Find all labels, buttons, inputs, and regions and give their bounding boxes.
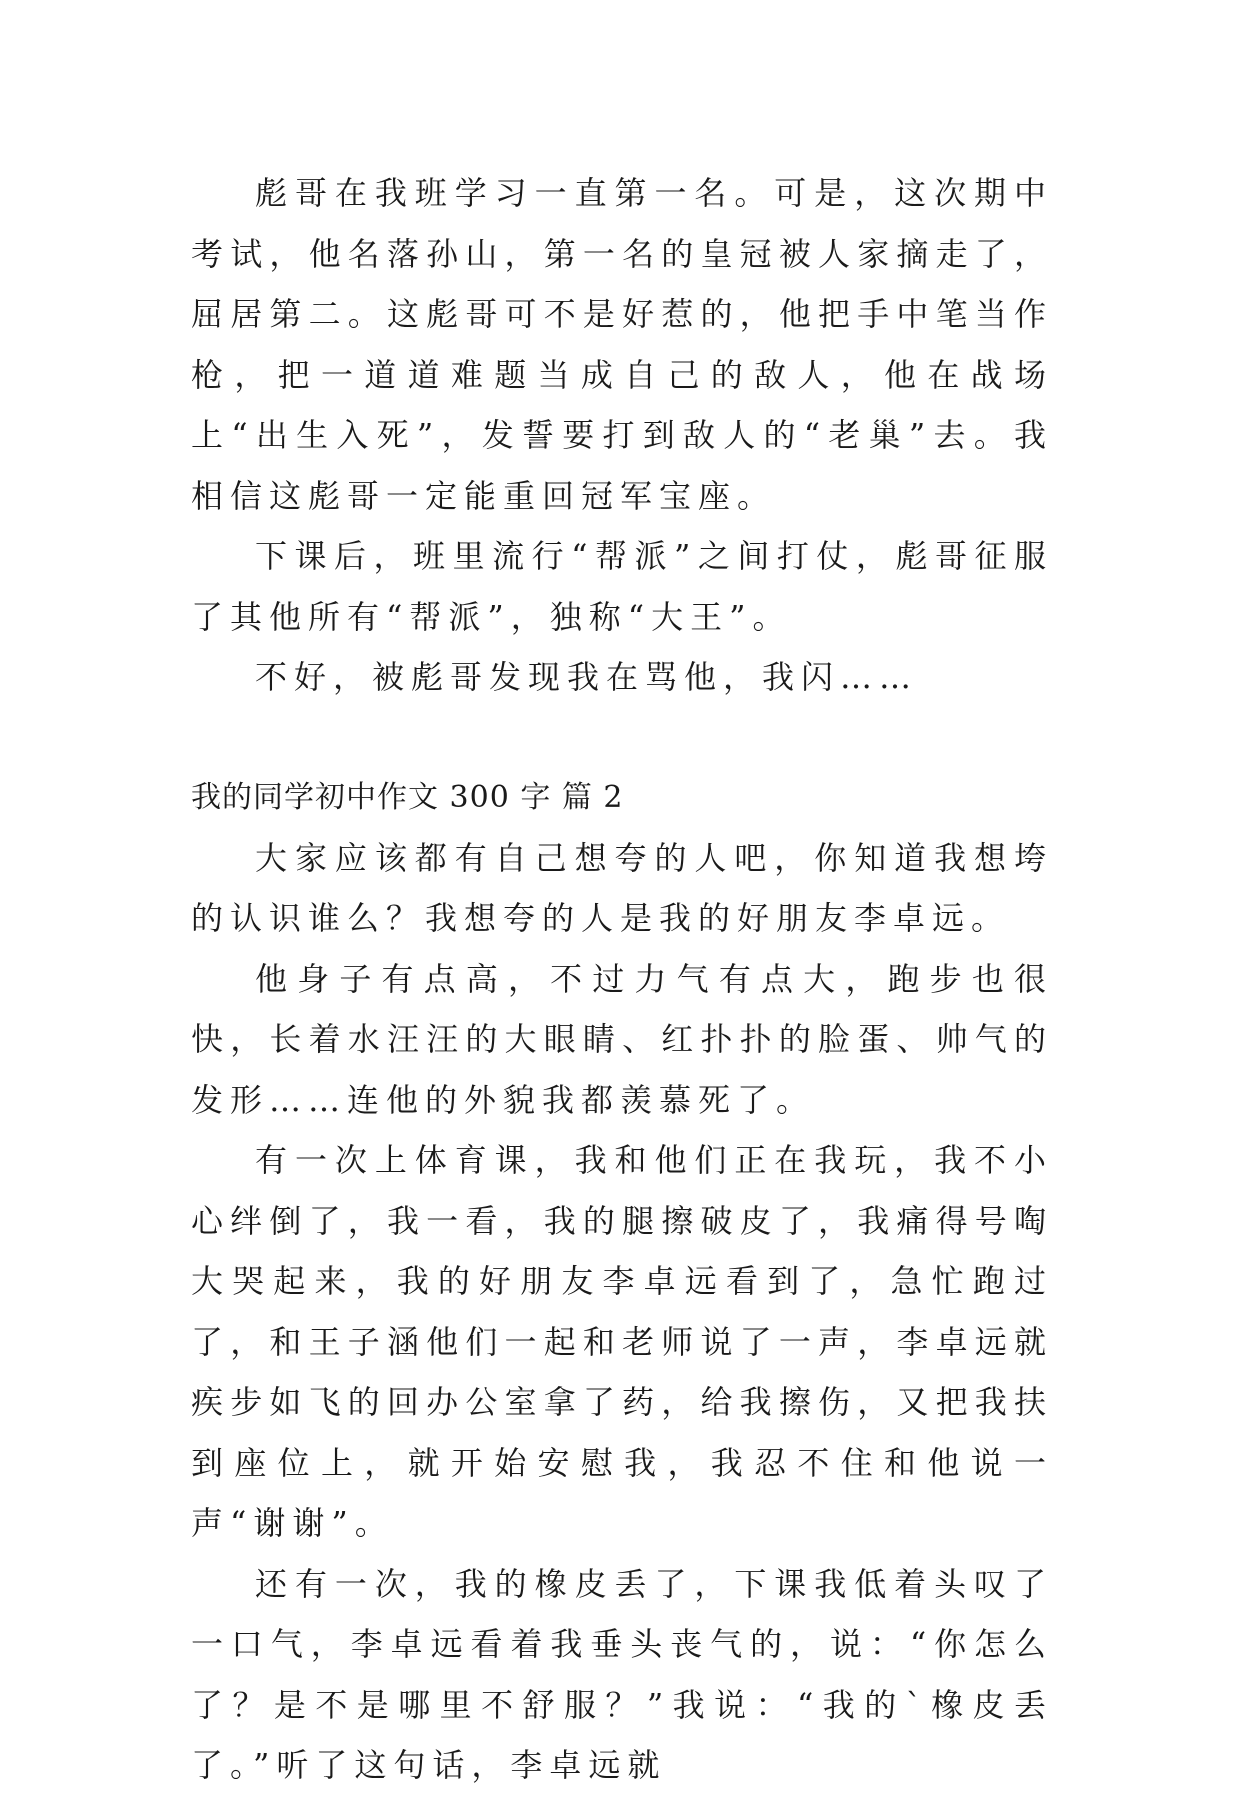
document-body	[191, 163, 1053, 1796]
paragraph: 下课后，班里流行“帮派”之间打仗，彪哥征服了其他所有“帮派”，独称“大王”。	[191, 537, 1053, 636]
paragraph: 彪哥在我班学习一直第一名。可是，这次期中考试，他名落孙山，第一名的皇冠被人家摘走了，屈居第二。这彪哥可不是好惹的，他把手中笔当作枪，把一道道难题当成自己的敌人，他在战场上“出生入死”，发誓要打到敌人的“老巢”去。我相信这彪哥一定能重回冠军宝座。	[191, 174, 1053, 515]
section-heading: 我的同学初中作文 300 字 篇 2	[191, 779, 624, 815]
paragraph: 不好，被彪哥发现我在骂他，我闪……	[255, 658, 919, 696]
paragraph: 有一次上体育课，我和他们正在我玩，我不小心绊倒了，我一看，我的腿擦破皮了，我痛得号啕大哭起来，我的好朋友李卓远看到了，急忙跑过了，和王子涵他们一起和老师说了一声，李卓远就疾步如飞的回办公室拿了药，给我擦伤，又把我扶到座位上，就开始安慰我，我忍不住和他说一声“谢谢”。	[191, 1141, 1053, 1542]
paragraph: 他身子有点高，不过力气有点大，跑步也很快，长着水汪汪的大眼睛、红扑扑的脸蛋、帅气的发形……连他的外貌我都羡慕死了。	[191, 959, 1053, 1119]
paragraph: 还有一次，我的橡皮丢了，下课我低着头叹了一口气，李卓远看着我垂头丧气的，说：“你怎么了？是不是哪里不舒服？”我说：“我的`橡皮丢了。”听了这句话，李卓远就	[191, 1564, 1053, 1784]
paragraph: 大家应该都有自己想夸的人吧，你知道我想垮的认识谁么？我想夸的人是我的好朋友李卓远。	[191, 838, 1053, 937]
section-gap	[191, 708, 1053, 768]
